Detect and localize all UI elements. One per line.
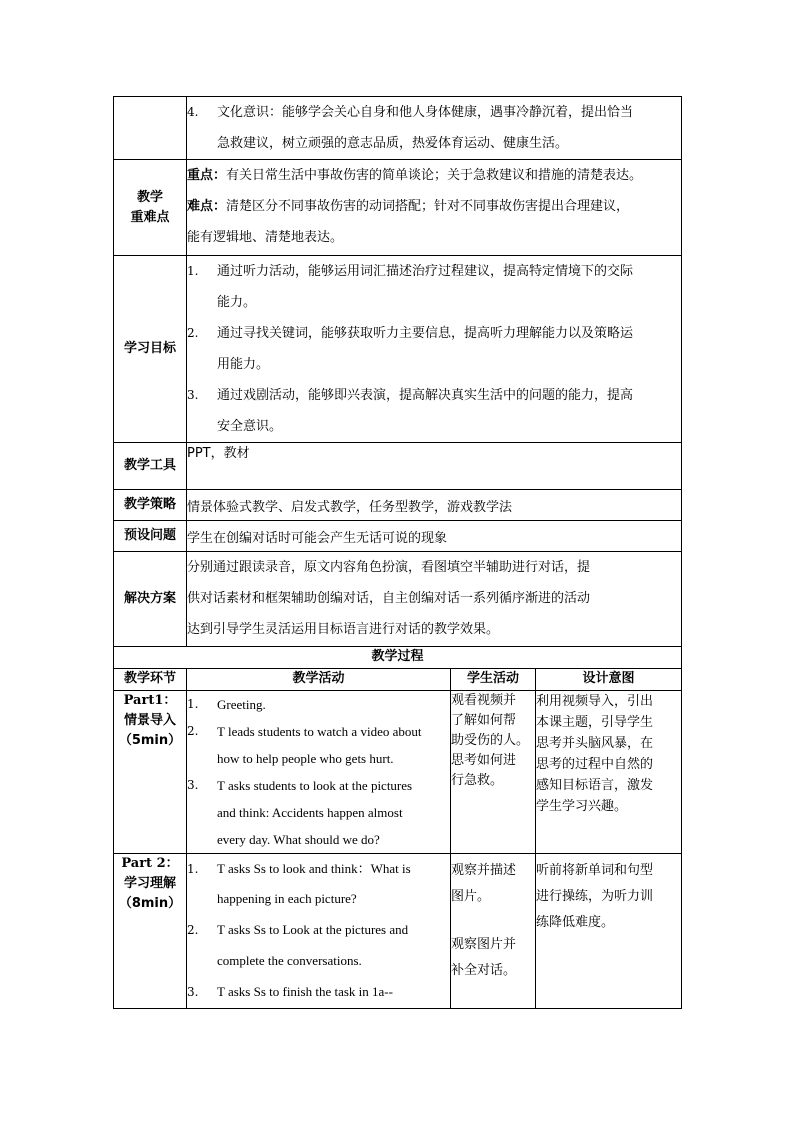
row-solution xyxy=(114,552,682,647)
solution-line: 供对话素材和框架辅助创编对话，自主创编对话一系列循序渐进的活动 xyxy=(187,591,591,606)
student-line: 了解如何帮 xyxy=(451,713,517,728)
student-line: 观察图片并 xyxy=(451,937,517,952)
row-key-points xyxy=(114,160,682,256)
objective-line: 用能力。 xyxy=(217,357,270,372)
design-line: 练降低难度。 xyxy=(536,915,615,930)
hard-lead: 难点： xyxy=(187,199,227,214)
lesson-plan-table xyxy=(113,96,682,1009)
objective-item xyxy=(187,380,681,442)
tools-value xyxy=(187,443,682,490)
key-points-label-line2: 重难点 xyxy=(130,209,170,225)
objective-item xyxy=(187,256,681,318)
process-row-part1 xyxy=(114,691,682,854)
key-points-content xyxy=(187,160,682,256)
part2-label xyxy=(114,854,187,1009)
part2-design xyxy=(536,854,682,1009)
key-lead: 重点： xyxy=(187,168,227,183)
tools-text: PPT，教材 xyxy=(187,446,250,461)
design-line: 听前将新单词和句型 xyxy=(536,863,654,878)
part1-activities xyxy=(187,691,451,854)
objective-line: 安全意识。 xyxy=(217,419,283,434)
design-line: 学生学习兴趣。 xyxy=(536,799,628,814)
key-points-label-line1: 教学 xyxy=(136,189,163,205)
objective-num: 2. xyxy=(187,326,199,340)
activity-line: T leads students to watch a video about xyxy=(217,724,422,739)
row-process-title xyxy=(114,647,682,669)
header-activity: 教学活动 xyxy=(187,669,451,691)
header-stage: 教学环节 xyxy=(114,669,187,691)
objective-num: 3. xyxy=(187,388,199,402)
solution-line: 达到引导学生灵活运用目标语言进行对话的教学效果。 xyxy=(187,622,500,637)
objective-line: 通过听力活动，能够运用词汇描述治疗过程建议，提高特定情境下的交际 xyxy=(217,264,634,279)
key-text: 有关日常生活中事故伤害的简单谈论；关于急救建议和措施的清楚表达。 xyxy=(226,168,643,183)
activity-line: happening in each picture? xyxy=(217,891,357,906)
design-line: 思考并头脑风暴，在 xyxy=(536,736,654,751)
student-line: 观看视频并 xyxy=(451,693,517,708)
part2-student xyxy=(451,854,536,1009)
student-line: 补全对话。 xyxy=(451,963,517,978)
activity-line: T asks Ss to finish the task in 1a-- xyxy=(217,984,393,999)
strategy-label: 教学策略 xyxy=(114,490,187,521)
objectives-content xyxy=(187,256,682,443)
activity-line: complete the conversations. xyxy=(217,953,362,968)
part1-name-en: Part1： xyxy=(123,693,177,708)
objective-item xyxy=(187,318,681,380)
header-design: 设计意图 xyxy=(536,669,682,691)
solution-line: 分别通过跟读录音，原文内容角色扮演，看图填空半辅助进行对话，提 xyxy=(187,560,591,575)
row-culture xyxy=(114,97,682,160)
activity-line: and think: Accidents happen almost xyxy=(217,805,403,820)
part2-name-en: Part 2： xyxy=(121,856,179,871)
part1-student xyxy=(451,691,536,854)
activity-line: T asks Ss to look and think：What is xyxy=(217,861,411,876)
solution-label: 解决方案 xyxy=(114,552,187,647)
student-line xyxy=(451,910,535,932)
design-line: 进行操练，为听力训 xyxy=(536,889,654,904)
part1-design xyxy=(536,691,682,854)
student-line: 行急救。 xyxy=(451,773,504,788)
activity-num: 3. xyxy=(187,778,199,792)
solution-content xyxy=(187,552,682,647)
culture-line1: 文化意识：能够学会关心自身和他人身体健康，遇事冷静沉着，提出恰当 xyxy=(217,105,634,120)
part2-name-cn: 学习理解 xyxy=(123,876,176,891)
problem-value: 学生在创编对话时可能会产生无话可说的现象 xyxy=(187,521,682,552)
tools-label: 教学工具 xyxy=(114,443,187,490)
row-objectives xyxy=(114,256,682,443)
activity-num: 1. xyxy=(187,697,199,711)
student-line: 观察并描述 xyxy=(451,863,517,878)
activity-num: 2. xyxy=(187,923,199,937)
part1-name-cn: 情景导入 xyxy=(123,713,176,728)
part1-label xyxy=(114,691,187,854)
hard-text: 清楚区分不同事故伤害的动词搭配；针对不同事故伤害提出合理建议， xyxy=(226,199,630,214)
design-line: 本课主题，引导学生 xyxy=(536,715,654,730)
objective-line: 通过戏剧活动，能够即兴表演，提高解决真实生活中的问题的能力，提高 xyxy=(217,388,634,403)
part2-activities xyxy=(187,854,451,1009)
row-strategy xyxy=(114,490,682,521)
student-line: 思考如何进 xyxy=(451,753,517,768)
process-title: 教学过程 xyxy=(114,647,682,669)
problem-label: 预设问题 xyxy=(114,521,187,552)
part2-time: （8min） xyxy=(118,896,182,911)
design-line: 利用视频导入，引出 xyxy=(536,694,654,709)
objective-line: 能力。 xyxy=(217,295,257,310)
part1-time: （5min） xyxy=(118,733,182,748)
activity-line: T asks students to look at the pictures xyxy=(217,778,413,793)
hard-text2: 能有逻辑地、清楚地表达。 xyxy=(187,230,344,245)
process-row-part2 xyxy=(114,854,682,1009)
objective-num: 1. xyxy=(187,264,199,278)
student-line: 助受伤的人。 xyxy=(451,733,530,748)
culture-line2: 急救建议，树立顽强的意志品质，热爱体育运动、健康生活。 xyxy=(217,136,569,151)
culture-content xyxy=(187,97,682,160)
row-problem xyxy=(114,521,682,552)
design-line: 思考的过程中自然的 xyxy=(536,757,654,772)
activity-line: T asks Ss to Look at the pictures and xyxy=(217,922,409,937)
row-tools xyxy=(114,443,682,490)
strategy-value: 情景体验式教学、启发式教学，任务型教学，游戏教学法 xyxy=(187,490,682,521)
activity-line: how to help people who gets hurt. xyxy=(217,751,394,766)
culture-num: 4. xyxy=(187,105,199,119)
process-header-row xyxy=(114,669,682,691)
key-points-label xyxy=(114,160,187,256)
design-line: 感知目标语言，激发 xyxy=(536,778,654,793)
activity-num: 1. xyxy=(187,862,199,876)
culture-label-cell xyxy=(114,97,187,160)
objectives-label: 学习目标 xyxy=(114,256,187,443)
student-line: 图片。 xyxy=(451,889,491,904)
header-student: 学生活动 xyxy=(451,669,536,691)
activity-num: 3. xyxy=(187,985,199,999)
activity-num: 2. xyxy=(187,724,199,738)
activity-line: Greeting. xyxy=(217,697,266,712)
objective-line: 通过寻找关键词，能够获取听力主要信息，提高听力理解能力以及策略运 xyxy=(217,326,634,341)
activity-line: every day. What should we do? xyxy=(217,832,380,847)
